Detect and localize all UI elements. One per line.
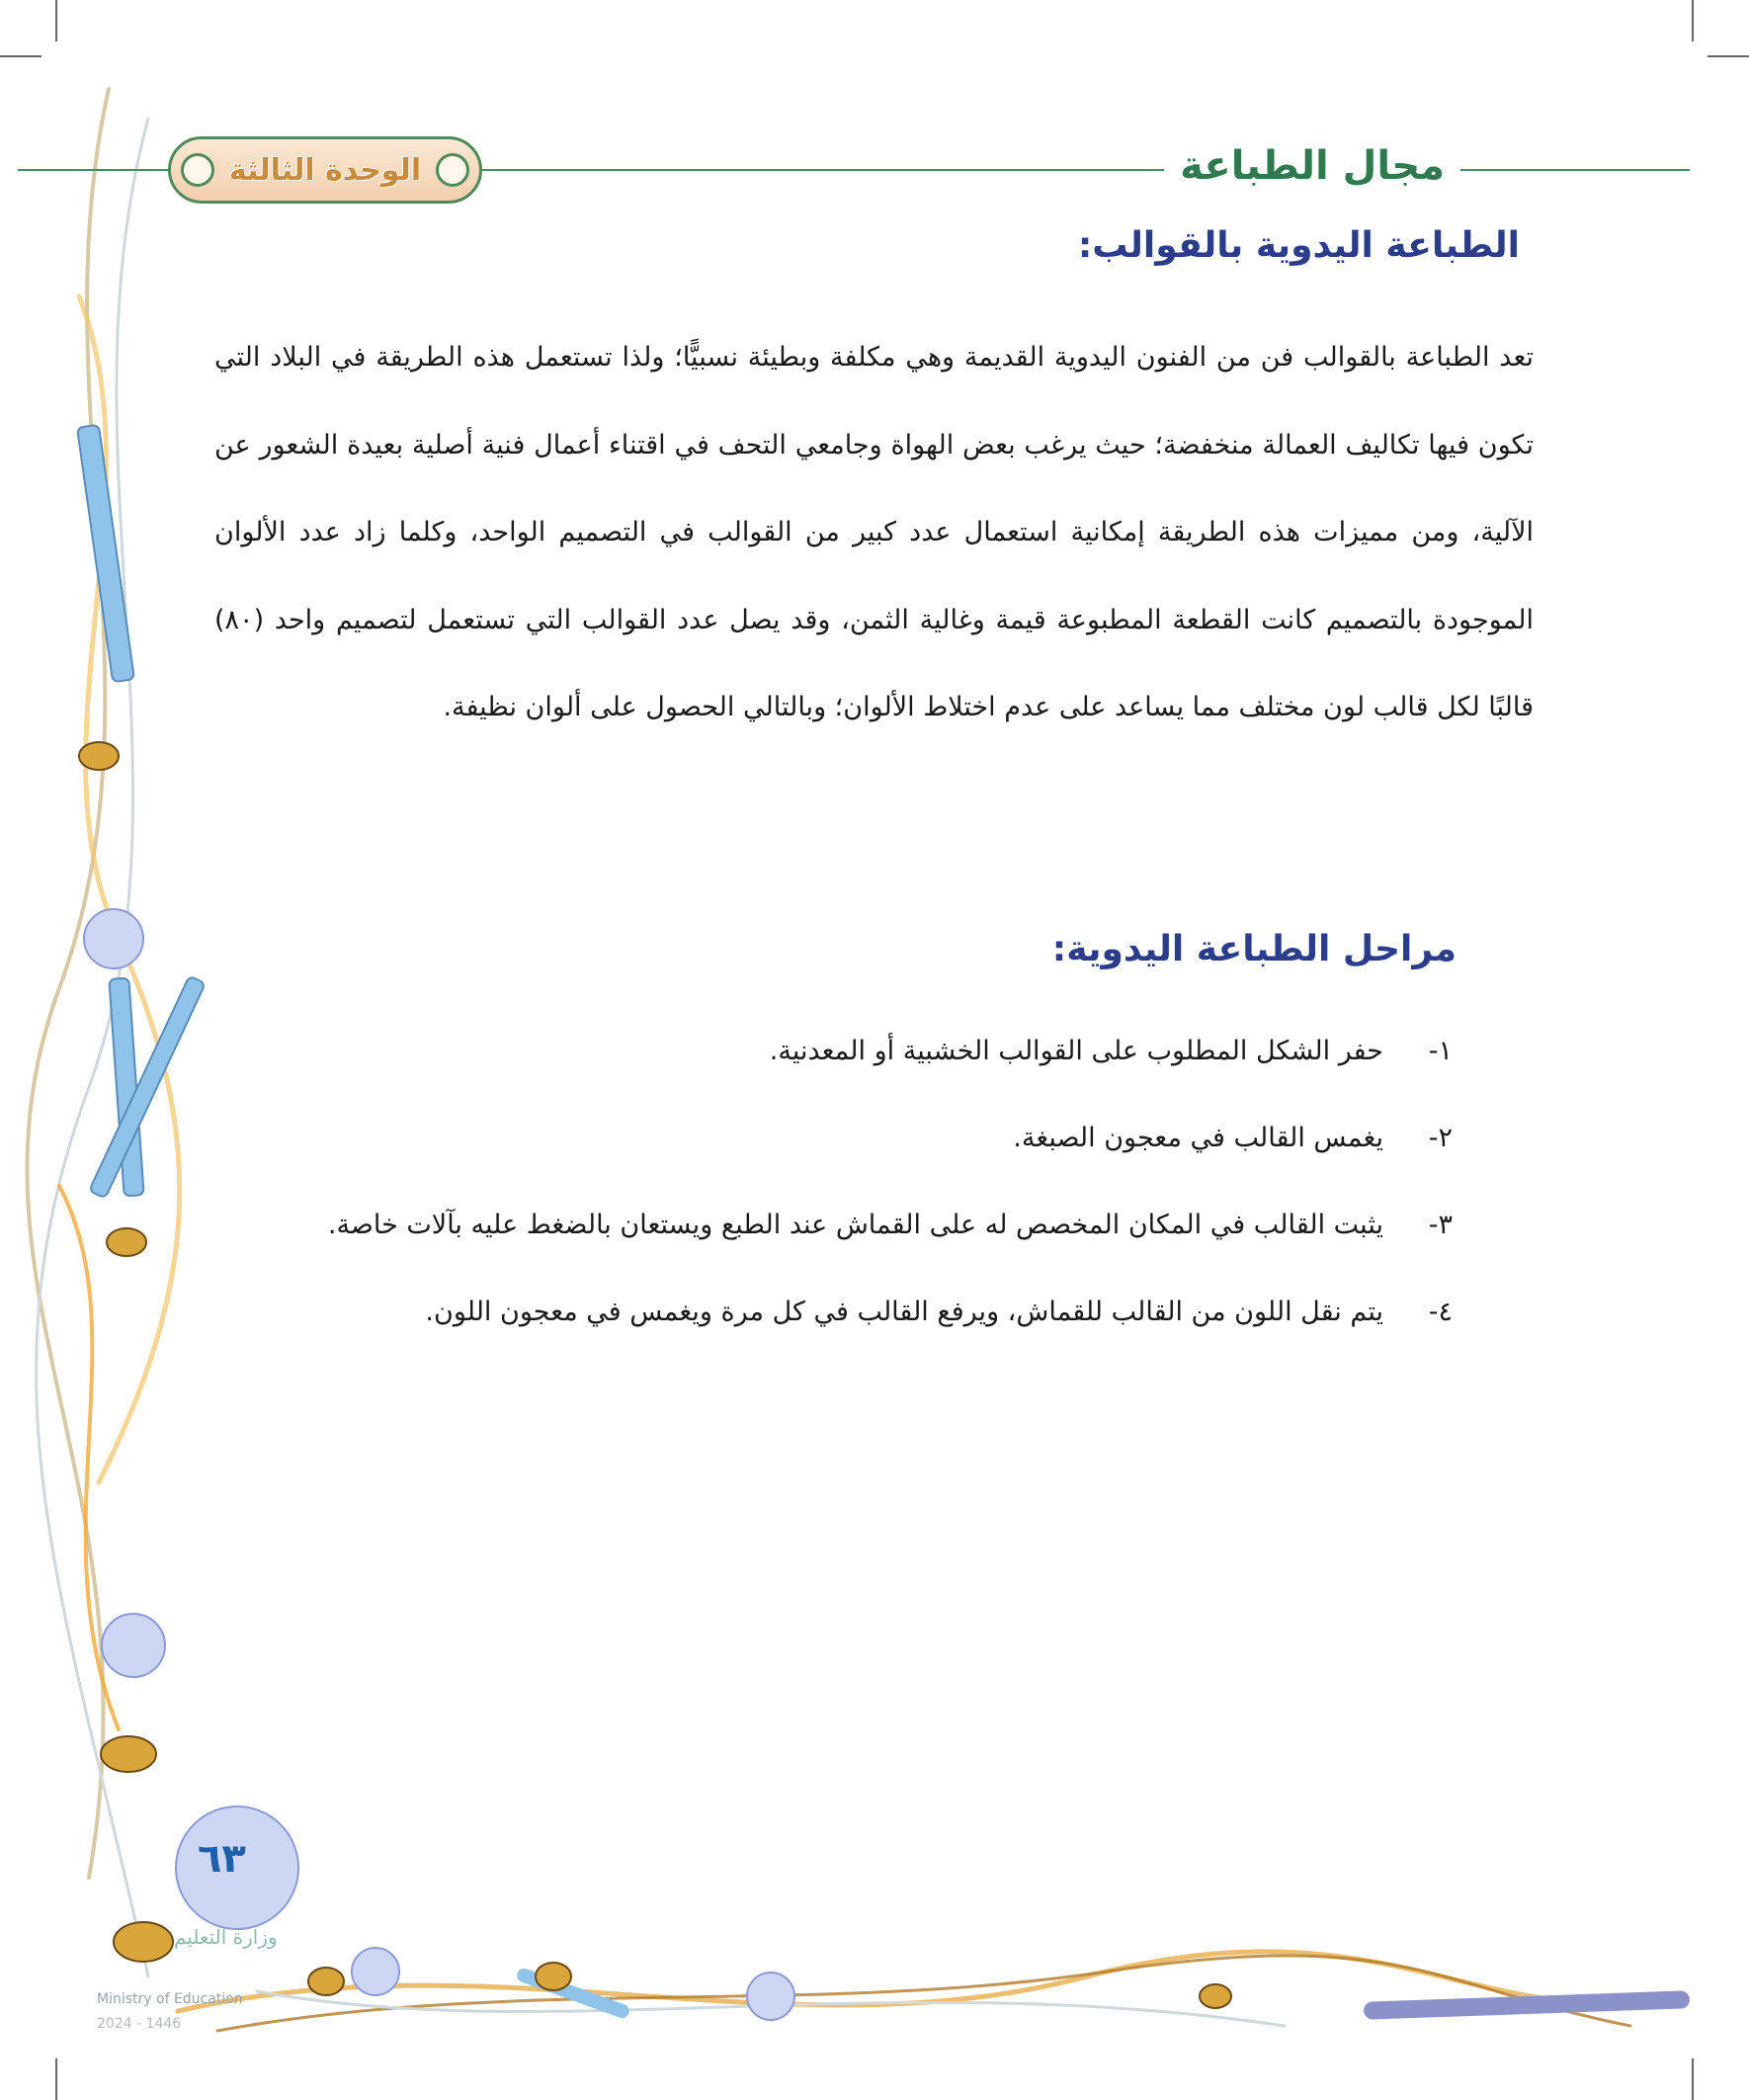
ministry-name-arabic: وزارة التعليم [174, 1925, 278, 1949]
unit-title: الوحدة الثالثة [228, 152, 422, 188]
step-text: يتم نقل اللون من القالب للقماش، ويرفع القالب في كل مرة ويغمس في معجون اللون. [425, 1297, 1383, 1327]
section-title-printing-stages: مراحل الطباعة اليدوية: [1051, 929, 1457, 969]
list-item [217, 1008, 1453, 1095]
step-number: ٣- [1428, 1210, 1453, 1240]
ministry-name-english: Ministry of Education [97, 1991, 243, 2007]
unit-badge [168, 136, 482, 204]
step-text: يثبت القالب في المكان المخصص له على القماش عند الطبع ويستعان بالضغط عليه بآلات خاصة. [327, 1210, 1383, 1240]
ornament-icon [436, 153, 469, 187]
domain-title: مجال الطباعة [1164, 143, 1460, 189]
body-paragraph: تعد الطباعة بالقوالب فن من الفنون اليدوية القديمة وهي مكلفة وبطيئة نسبيًّا؛ ولذا تستعمل هذه الطريقة في البلاد التي تكون فيها تكاليف العمالة منخفضة؛ حيث يرغب بعض الهواة وجامعي التحف في اقتناء أعمال فنية أصلية بعيدة الشعور عن الآلية، ومن مميزات هذه الطريقة إمكانية استعمال عدد كبير من القوالب في التصميم الواحد، وكلما زاد عدد الألوان الموجودة بالتصميم كانت القطعة المطبوعة قيمة وغالية الثمن، وقد يصل عدد القوالب التي تستعمل لتصميم واحد (٨٠) قالبًا لكل قالب لون مختلف مما يساعد على عدم اختلاط الألوان؛ وبالتالي الحصول على ألوان نظيفة. [214, 342, 1534, 723]
steps-list [217, 1008, 1453, 1356]
list-item [217, 1182, 1453, 1269]
page-number: ٦٣ [198, 1836, 246, 1882]
header-rule-right [1460, 169, 1690, 171]
list-item [217, 1269, 1453, 1356]
step-number: ٤- [1428, 1297, 1453, 1327]
step-number: ١- [1428, 1036, 1453, 1066]
section-title-block-printing: الطباعة اليدوية بالقوالب: [1077, 225, 1520, 266]
edition-years: 2024 - 1446 [97, 2016, 182, 2032]
list-item [217, 1095, 1453, 1182]
header-rule-left [18, 169, 168, 171]
step-text: حفر الشكل المطلوب على القوالب الخشبية أو المعدنية. [769, 1036, 1383, 1066]
ornament-icon [181, 153, 214, 187]
step-text: يغمس القالب في معجون الصبغة. [1013, 1123, 1383, 1153]
step-number: ٢- [1428, 1123, 1453, 1153]
